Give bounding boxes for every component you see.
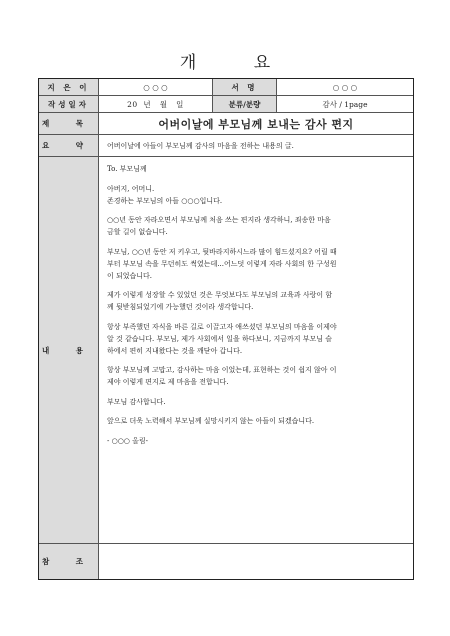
reference-value xyxy=(99,544,413,579)
letter-line: 부모님 감사합니다. xyxy=(107,397,166,406)
letter-line: 항상 부족했던 자식을 바른 길로 이끌고자 애쓰셨던 부모님의 마음을 이제야 xyxy=(107,322,337,331)
signer-value: ○ ○ ○ xyxy=(332,82,358,92)
letter-paragraph xyxy=(107,321,403,357)
letter-line: 제가 이렇게 성장할 수 있었던 것은 무엇보다도 부모님의 교육과 사랑이 함 xyxy=(107,291,333,299)
letter-line: 알 것 같습니다. 부모님, 제가 사회에서 일을 하다보니, 지금까지 부모님 슬 xyxy=(107,334,333,343)
letter-paragraph xyxy=(107,435,403,447)
subject-label: 제 목 xyxy=(39,113,99,134)
letter-line: - ○○○ 올림- xyxy=(107,436,149,445)
document-title: 개 요 xyxy=(179,53,297,73)
summary-value: 어버이날에 아들이 부모님께 감사의 마음을 전하는 내용의 글. xyxy=(107,141,294,150)
letter-line: ○○년 동안 자라오면서 부모님께 처음 쓰는 편지라 생각하니, 죄송한 마음 xyxy=(107,216,331,224)
letter-line: 앞으로 더욱 노력해서 부모님께 실망시키지 않는 아들이 되겠습니다. xyxy=(107,417,315,425)
summary-label: 요 약 xyxy=(39,135,99,156)
date-row xyxy=(39,96,413,113)
letter-paragraph xyxy=(107,183,403,207)
letter-line: 아버지, 어머니. xyxy=(107,184,155,193)
letter-line: 이 되었습니다. xyxy=(107,271,153,280)
letter-paragraph xyxy=(107,214,403,238)
letter-body xyxy=(99,157,413,543)
date-label: 작성일자 xyxy=(39,96,99,112)
letter-paragraph xyxy=(107,364,403,388)
letter-line: 금할 길이 없습니다. xyxy=(107,228,168,236)
letter-paragraph xyxy=(107,415,403,427)
subject-row xyxy=(39,113,413,135)
signer-label: 서 명 xyxy=(213,79,277,95)
letter-line: 하에서 편히 지내왔다는 것을 깨닫아 갑니다. xyxy=(107,346,243,355)
content-label: 내 용 xyxy=(39,157,99,543)
author-value: ○ ○ ○ xyxy=(99,79,213,95)
content-row xyxy=(39,157,413,544)
author-label: 지 은 이 xyxy=(39,79,99,95)
summary-row xyxy=(39,135,413,157)
letter-paragraph xyxy=(107,246,403,282)
letter-paragraph xyxy=(107,289,403,313)
letter-paragraph xyxy=(107,163,403,175)
summary-form-table xyxy=(38,78,414,580)
author-row xyxy=(39,79,413,96)
category-value: 감사 / 1page xyxy=(322,99,368,109)
letter-line: 제야 이렇게 편지로 제 마음을 전합니다. xyxy=(107,378,229,386)
reference-label: 참 조 xyxy=(39,544,99,579)
letter-line: 존경하는 부모님의 아들 ○○○입니다. xyxy=(107,196,223,205)
letter-line: 부모님, ○○년 동안 저 키우고, 뒷바라지하시느라 많이 힘드셨지요? 어릴 때 xyxy=(107,247,337,256)
letter-line: To. 부모님께 xyxy=(107,165,147,173)
subject-value: 어버이날에 부모님께 보내는 감사 편지 xyxy=(158,117,354,131)
letter-paragraph xyxy=(107,396,403,408)
reference-row xyxy=(39,544,413,579)
letter-line: 부터 부모님 속을 무던히도 썩였는데...어느덧 이렇게 자라 사회의 한 구성원 xyxy=(107,259,337,268)
letter-line: 항상 부모님께 고맙고, 감사하는 마음 이었는데, 표현하는 것이 쉽지 않아 이 xyxy=(107,366,337,374)
letter-line: 께 뒷받침되었기에 가능했던 것이라 생각합니다. xyxy=(107,303,254,311)
date-value: 20 년 월 일 xyxy=(99,96,213,112)
category-label: 분류/분량 xyxy=(213,96,277,112)
